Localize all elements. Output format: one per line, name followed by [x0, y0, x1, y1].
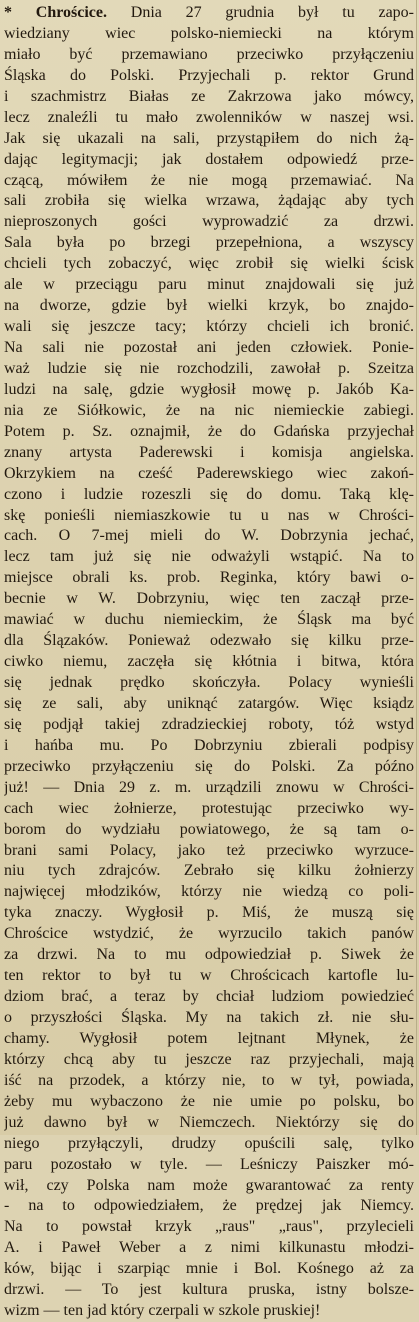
- article-line: Sala była po brzegi przepełniona, a wszyscy: [4, 234, 414, 252]
- article-line: wizm — ten jad który czerpali w szkole pruskiej!: [4, 1302, 321, 1320]
- article-line: Na sali nie pozostał ani jeden człowiek. Ponie-: [4, 339, 414, 356]
- article-line: dając legitymacji; jak dostałem odpowiedź prze-: [4, 150, 414, 168]
- article-line: niego przyłączyli, drudzy opuścili salę, tylko: [4, 1134, 414, 1152]
- article-line: czono i ludzie rozeszli się do domu. Taką klę-: [4, 485, 414, 503]
- article-line: dla Ślązaków. Ponieważ odezwało się kilku prze-: [4, 632, 414, 650]
- article-line: ciwko niemu, zaczęła się kłótnia i bitwa, która: [4, 653, 414, 671]
- article-line: Chrościce wstydzić, że wyrzucilo takich panów: [4, 925, 414, 943]
- article-line: czącą, mówiłem że nie mogą przemawiać. Na: [4, 171, 414, 189]
- article-line: niu tych zdrajców. Zebrało się kilku żołnierzy: [4, 862, 414, 880]
- article-line: ków, bijąc i szarpiąc mnie i Bol. Kośnego aż za: [4, 1260, 414, 1278]
- article-line: paru pozostało w tyle. — Leśniczy Paiszker mó-: [4, 1155, 414, 1173]
- article-line: lecz tam już się nie odważyli wstąpić. Na to: [4, 548, 414, 566]
- article-line: borom do wydziału powiatowego, że są tam o-: [4, 820, 414, 838]
- article-line: Śląska do Polski. Przyjechali p. rektor Grund: [4, 66, 414, 84]
- article-line: się podjął takiej zdradzieckiej roboty, tóż wstyd: [4, 715, 414, 733]
- column-rule: [416, 0, 417, 1135]
- article-line: za drzwi. Na to mu odpowiedział p. Siwek że: [4, 946, 414, 964]
- article-line: którzy chcą aby tu jeszcze raz przyjechali, mają: [4, 1050, 414, 1068]
- article-line: ale w przeciągu paru minut znajdowali się już: [4, 276, 414, 294]
- article-line: Potem p. Sz. oznajmił, że do Gdańska przyjechał: [4, 422, 414, 440]
- article-line: Jak się ukazali na sali, przystąpiłem do nich żą-: [4, 129, 414, 147]
- article-line: mawiać w duchu niemieckim, że Śląsk ma być: [4, 611, 414, 629]
- article-line: znany artysta Paderewski i komisja angielska.: [4, 443, 414, 461]
- article-line: dziom brać, a teraz by chciał ludziom powiedzieć: [4, 988, 414, 1006]
- article-line: chcieli tych zobaczyć, więc zrobił się wielki ścisk: [4, 255, 414, 273]
- article-line: sali zrobiła się wielka wrzawa, żądając aby tych: [4, 192, 414, 210]
- article-line: ludzi na salę, gdzie wygłosił mowę p. Jakób Ka-: [4, 380, 414, 398]
- article-line-text: Dnia 27 grudnia był tu zapo-: [107, 4, 414, 21]
- article-line: na dworze, gdzie był wielki krzyk, bo znajdo-: [4, 297, 414, 315]
- article-line: miejsce obrali ks. prob. Reginka, który bawi o-: [4, 569, 414, 587]
- article-line: Okrzykiem na cześć Paderewskiego wiec zakoń-: [4, 464, 414, 482]
- article-line: skę ponieśli niemiaszkowie tu u nas w Chrości-: [4, 506, 414, 524]
- article-line: cach wiec żołnierze, protestując przeciwko wy-: [4, 799, 414, 817]
- article-line: tyka znaczy. Wygłosił p. Miś, że muszą się: [4, 904, 414, 922]
- article-line: i hańba mu. Po Dobrzyniu zbierali podpisy: [4, 736, 414, 754]
- article-column: [4, 3, 414, 1322]
- article-line: [4, 3, 414, 24]
- article-line: żeby mu wybaczono że nie umie po polsku, bo: [4, 1092, 414, 1110]
- article-line: becnie w W. Dobrzyniu, więc ten zaczął prze-: [4, 590, 414, 608]
- article-line: Na to powstał krzyk „raus" „raus", przylecieli: [4, 1218, 414, 1236]
- article-line: A. i Paweł Weber a z nimi kilkunastu młodzi-: [4, 1239, 414, 1257]
- article-line: waż ludzie się nie rozchodzili, zawołał p. Szeitza: [4, 359, 414, 377]
- article-line: nia ze Siółkowic, że na nic niemieckie zabiegi.: [4, 401, 414, 419]
- article-line: się jednak prędko skończyła. Polacy wynieśli: [4, 674, 414, 691]
- article-line: już! — Dnia 29 z. m. urządzili znowu w Chrości-: [4, 778, 414, 796]
- article-lead: * Chrościce.: [4, 4, 108, 21]
- article-line: wił, czy Polska nam może gwarantować za renty: [4, 1176, 414, 1194]
- article-line: się ze sali, aby uniknąć zatargów. Więc ksiądz: [4, 694, 414, 712]
- article-line: miało być przemawiano przeciwko przyłączeniu: [4, 45, 414, 63]
- article-line: chamy. Wygłosił potem lejtnant Młynek, że: [4, 1029, 414, 1047]
- article-line: drzwi. — To jest kultura pruska, istny bolsze-: [4, 1281, 414, 1299]
- article-line: i szachmistrz Białas ze Zakrzowa jako mówcy,: [4, 87, 414, 105]
- article-line: ten rektor to był tu w Chrościcach kartofle lu-: [4, 967, 414, 985]
- article-line: - na to odpowiedziałem, że prędzej jak Niemcy.: [4, 1197, 414, 1215]
- article-line: wali się jeszcze tacy; którzy chcieli ich bronić.: [4, 318, 414, 336]
- article-line: przeciwko przyłączeniu się do Polski. Za późno: [4, 757, 414, 775]
- article-line: cach. O 7-mej mieli do W. Dobrzynia jechać,: [4, 527, 414, 545]
- article-line: o przyszłości Śląska. My na takich zł. nie słu-: [4, 1009, 414, 1026]
- article-line: już dawno był w Niemczech. Niektórzy się do: [4, 1113, 414, 1131]
- article-line: wiedziany wiec polsko-niemiecki na którym: [4, 24, 414, 42]
- article-line: iść na przodek, a którzy nie, to w tył, powiada,: [4, 1071, 414, 1089]
- article-line: lecz znaleźli tu mało zwolenników w naszej wsi.: [4, 108, 414, 126]
- article-line: nieproszonych gości wyprowadzić za drzwi.: [4, 213, 414, 231]
- article-line: najwięcej młodzików, którzy nie wiedzą co poli-: [4, 883, 414, 901]
- article-line: brani sami Polacy, jako też przeciwko wyrzuce-: [4, 841, 414, 859]
